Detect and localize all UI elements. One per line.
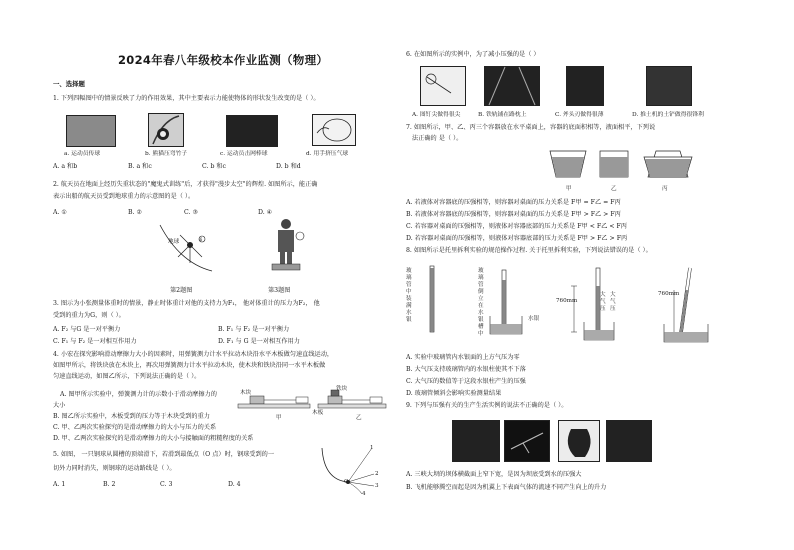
q6-photo-a [420, 66, 466, 106]
thumbtack-icon [421, 67, 465, 105]
q7-option-b: B. 若液体对容器底的压强相等，则容器对桌面的压力关系是 F甲 > F乙 > F丙 [406, 211, 621, 218]
q5-label-4: 4 [362, 491, 366, 497]
q4-label-jia: 甲 [276, 415, 282, 421]
q2-option-a: A. ① [53, 209, 67, 216]
q1-photo-d [312, 114, 356, 146]
q8-option-c: C. 大气压的数值等于这段水银柱产生的压强 [406, 378, 526, 385]
q4-label-block: 木块 [240, 390, 252, 396]
q1-option-a: A. a 和b [53, 163, 78, 170]
q9-photo-d [606, 420, 652, 462]
q7-containers [548, 147, 698, 185]
q7-label-yi: 乙 [611, 186, 617, 192]
q4-option-c: C. 甲、乙两次实验探究的是滑动摩擦力的大小与压力的关系 [53, 424, 217, 431]
q9-photo-b [504, 420, 550, 462]
q1-option-d: D. b 和d [276, 163, 301, 170]
q3-option-a: A. F₂ 与G 是一对平衡力 [53, 326, 121, 333]
q2-line1: 2. 航天员在地面上经历失重状态的"魔鬼式训练"后，才获得"漫步太空"的辉煌. 如图所示，能正确 [53, 181, 318, 188]
q4-label-iron: 铁块 [336, 386, 348, 392]
q7-label-bing: 丙 [662, 186, 668, 192]
q6-caption-a: A. 图钉尖做得很尖 [412, 112, 461, 118]
q4-figure [236, 384, 386, 424]
q7-option-d: D. 若容器对桌面的压强相等，则液体对容器底部的压力关系是 F甲 > F乙 > F丙 [406, 235, 628, 242]
q7-line2: 法正确的 是（ ）。 [412, 135, 463, 142]
section-heading: 一、选择题 [53, 80, 85, 88]
panda-bamboo-icon [149, 114, 183, 146]
q6-photo-d [646, 66, 692, 106]
q2-option-b: B. ② [128, 209, 143, 216]
q3-option-c: C. F₁ 与 F₂ 是一对相互作用力 [53, 338, 137, 345]
q8-label-mercury: 水银 [528, 316, 540, 322]
scale-person-figure [266, 218, 306, 274]
q4-line2: 如图甲所示，将铁块放在木块上，再次用弹簧测力计水平拉动木块，使木块和铁块沿同一水平木板做 [53, 362, 326, 369]
q7-option-a: A. 若液体对容器底的压强相等，则容器对桌面的压力关系是 F甲 = F乙 = F丙 [406, 199, 621, 206]
q9-photo-c [558, 420, 600, 462]
q5-figure [318, 444, 378, 494]
q8-option-a: A. 实验中玻璃管内水银面的上方气压为零 [406, 354, 520, 361]
q8-figure [418, 260, 748, 350]
q4-option-a-line1: A. 图甲所示实验中，弹簧测力计的示数小于滑动摩擦力的 [60, 391, 217, 398]
q3-line2: 受到的重力为G，则（ ）。 [53, 312, 125, 319]
q5-label-3: 3 [375, 483, 379, 489]
page-title: 2024年春八年级校本作业监测（物理） [118, 53, 329, 67]
q4-option-b: B. 图乙所示实验中，木板受到的压力等于木块受到的重力 [53, 413, 210, 420]
q1-photo-c [226, 115, 278, 147]
q8-option-d: D. 玻璃管倾斜会影响实验测量结果 [406, 390, 502, 397]
q8-stem: 8. 如图所示是托里拆利实验的规范操作过程. 关于托里拆利实验，下列说法错误的是（ ）。 [406, 247, 652, 254]
q3-figure-label: 第3题图 [268, 287, 291, 294]
q5-line1: 5. 如图， 一只钢球从圆槽的顶端滑下，若滑到最低点（O 点）时，钢球受到的一 [53, 451, 275, 458]
q8-label-invert: 玻璃管倒立在水银槽中 [478, 268, 484, 337]
q1-caption-c: c. 运动员击网棒球 [220, 151, 268, 157]
q9-stem: 9. 下列与压强有关的生产生活实例的说法不正确的是（ ）。 [406, 402, 568, 409]
q2-option-c: C. ③ [184, 209, 198, 216]
q2-line2: 表示出船的航天员受到地球重力的示意图的是（ ）。 [53, 193, 195, 200]
q5-option-b: B. 2 [103, 481, 116, 488]
earth-label: 地球 [168, 239, 180, 245]
q3-option-d: D. F₁ 与 G 是一对相互作用力 [218, 338, 300, 345]
q4-line1: 4. 小宏在探究影响滑动摩擦力大小的因素时，用弹簧测力计水平拉动木块沿水平木板做匀速直线运动， [53, 351, 334, 358]
q8-label-760-b: 760mm [658, 291, 680, 297]
q3-line1: 3. 图示为小张测量体重时的情景，静止时体重计对他的支持力为F₁， 他对体重计的压力为F₂， 他 [53, 300, 320, 307]
q4-option-a-line2: 大小 [53, 402, 66, 409]
q5-label-2: 2 [375, 471, 379, 477]
railway-track-icon [485, 67, 539, 105]
q5-option-c: C. 3 [160, 481, 173, 488]
q6-photo-c [566, 66, 604, 106]
q8-label-fill: 玻璃管中装满水银 [406, 268, 412, 323]
q1-caption-a: a. 运动员传球 [64, 151, 101, 157]
q2-option-d: D. ④ [258, 209, 273, 216]
q6-photo-b [484, 66, 540, 106]
q7-line1: 7. 如图所示，甲、乙、丙三个容器放在水平桌面上，容器的底面积相等，液面相平，下列说 [406, 124, 656, 131]
q1-option-b: B. a 和c [128, 163, 152, 170]
q3-option-b: B. F₁ 与 F₂ 是一对平衡力 [218, 326, 290, 333]
q6-caption-c: C. 斧头刃做得很薄 [555, 112, 604, 118]
q1-option-c: C. b 和c [202, 163, 227, 170]
q8-option-b: B. 大气压支持玻璃管内的水银柱使其不下落 [406, 366, 526, 373]
q5-label-o: O [344, 479, 349, 485]
q5-option-a: A. 1 [53, 481, 66, 488]
q4-option-d: D. 甲、乙两次实验探究的是滑动摩擦力的大小与接触面的粗糙程度的关系 [53, 435, 254, 442]
q4-label-yi: 乙 [356, 415, 362, 421]
q2-figure [150, 215, 220, 275]
cup-icon [559, 421, 599, 461]
q1-photo-a [66, 115, 116, 147]
q1-photo-b [148, 113, 184, 147]
q2-figure-label: 第2题图 [170, 287, 193, 294]
q1-stem: 1. 下列四幅图中的情景反映了力的作用效果，其中主要表示力能使物体的形状发生改变的是（ ）。 [53, 95, 320, 102]
q8-label-760-a: 760mm [556, 298, 578, 304]
q9-option-b: B. 飞机能够腾空而起是因为机翼上下表面气体的流速不同产生向上的升力 [406, 484, 607, 491]
q1-caption-b: b. 熊猫压弯竹子 [145, 151, 188, 157]
q9-photo-a [452, 420, 500, 462]
airplane-icon [505, 421, 549, 461]
q4-line3: 匀速直线运动，如图乙所示，下列说法正确的是（ ）。 [53, 373, 201, 380]
balloon-hand-icon [313, 115, 355, 145]
q6-stem: 6. 在如图所示的实例中，为了减小压强的是（ ） [406, 51, 540, 58]
q5-label-1: 1 [370, 445, 374, 451]
q6-caption-d: D. 推土机的土铲做得很锋利 [632, 112, 704, 118]
q8-label-pressure-a: 大气压 [600, 292, 606, 312]
q4-label-board: 木板 [312, 410, 324, 416]
q5-option-d: D. 4 [228, 481, 241, 488]
q5-line2: 切外力同时消失，则钢球的运动路线是（ ）。 [53, 465, 176, 472]
q9-option-a: A. 三峡大坝的坝体横截面上窄下宽，是因为坝底受到水的压强大 [406, 471, 582, 478]
q7-option-c: C. 若容器对桌面的压强相等，则液体对容器底部的压力关系是 F甲 < F乙 < F丙 [406, 223, 627, 230]
q8-label-pressure-b: 大气压 [610, 292, 616, 312]
q1-caption-d: d. 用手挤压气球 [306, 151, 349, 157]
q6-caption-b: B. 铁轨铺在路枕上 [478, 112, 527, 118]
svg-text:6: 6 [199, 238, 203, 243]
q7-label-jia: 甲 [566, 186, 572, 192]
